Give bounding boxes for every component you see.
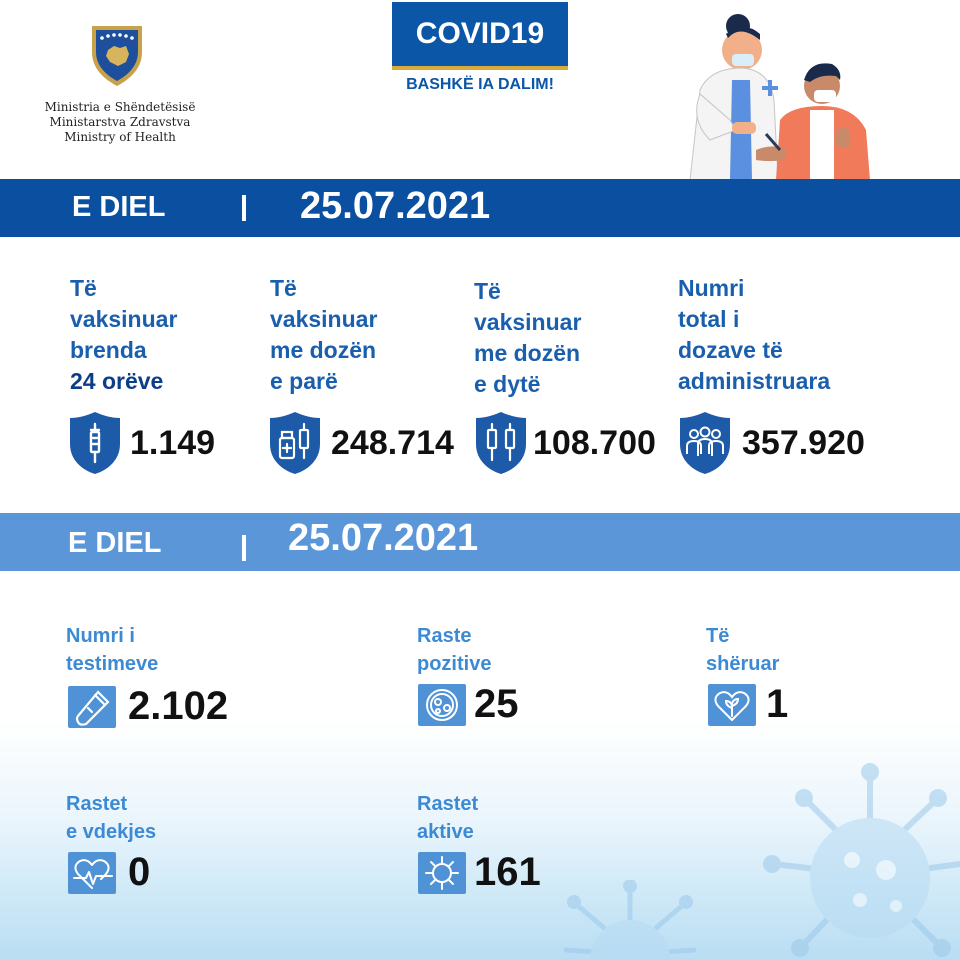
heartbeat-icon bbox=[68, 852, 116, 894]
ministry-name-serbian: Ministarstva Zdravstva bbox=[49, 115, 191, 129]
vaccination-date-band bbox=[0, 179, 960, 237]
vaccinated-second-dose-value: 108.700 bbox=[533, 424, 656, 462]
vaccinated-first-dose-label: Të vaksinuar me dozën e parë bbox=[270, 275, 378, 394]
vaccinated-24h-value: 1.149 bbox=[130, 424, 216, 462]
positive-cases-value: 25 bbox=[474, 682, 519, 726]
ministry-name bbox=[40, 100, 200, 145]
vaccinated-second-dose-label: Të vaksinuar me dozën e dytë bbox=[474, 278, 582, 397]
covid19-brand-box bbox=[392, 2, 568, 70]
vial-syringe-shield-icon bbox=[268, 410, 322, 476]
total-doses-label: Numri total i dozave të administruara bbox=[678, 275, 831, 394]
band-day: E DIEL bbox=[68, 527, 162, 559]
two-syringes-shield-icon bbox=[474, 410, 528, 476]
test-tube-icon bbox=[68, 686, 116, 728]
petri-dish-virus-icon bbox=[418, 684, 466, 726]
recovered-value: 1 bbox=[766, 682, 789, 726]
vaccination-illustration bbox=[670, 10, 890, 180]
band-separator bbox=[242, 195, 246, 221]
band-separator bbox=[242, 535, 246, 561]
epidemiology-date-band bbox=[0, 513, 960, 571]
brand-title: COVID19 bbox=[415, 17, 545, 50]
heart-plant-icon bbox=[708, 684, 756, 726]
people-shield-icon bbox=[678, 410, 732, 476]
deaths-label: Rastet e vdekjes bbox=[66, 793, 157, 843]
band-day: E DIEL bbox=[72, 191, 166, 223]
virus-icon bbox=[418, 852, 466, 894]
campaign-slogan: BASHKË IA DALIM! bbox=[406, 76, 554, 93]
virus-decoration-icon bbox=[740, 760, 960, 960]
virus-decoration-small-icon bbox=[560, 880, 700, 960]
active-cases-value: 161 bbox=[474, 850, 541, 894]
tests-label: Numri i testimeve bbox=[66, 625, 159, 675]
vaccinated-24h-label: Të vaksinuar brenda 24 orëve bbox=[70, 273, 177, 397]
band-date: 25.07.2021 bbox=[300, 185, 491, 227]
total-doses-value: 357.920 bbox=[742, 424, 865, 462]
ministry-name-english: Ministry of Health bbox=[64, 130, 176, 144]
vaccinated-24h-label-emphasis: 24 orëve bbox=[70, 368, 164, 394]
deaths-value: 0 bbox=[128, 850, 151, 894]
tests-value: 2.102 bbox=[128, 684, 229, 728]
band-date: 25.07.2021 bbox=[288, 517, 479, 559]
positive-cases-label: Raste pozitive bbox=[417, 625, 492, 675]
kosovo-coat-of-arms-logo bbox=[88, 22, 146, 88]
active-cases-label: Rastet aktive bbox=[417, 793, 479, 843]
ministry-name-albanian: Ministria e Shëndetësisë bbox=[44, 100, 196, 114]
vaccinated-first-dose-value: 248.714 bbox=[331, 424, 454, 462]
recovered-label: Të shëruar bbox=[706, 625, 780, 675]
syringe-shield-icon bbox=[68, 410, 122, 476]
